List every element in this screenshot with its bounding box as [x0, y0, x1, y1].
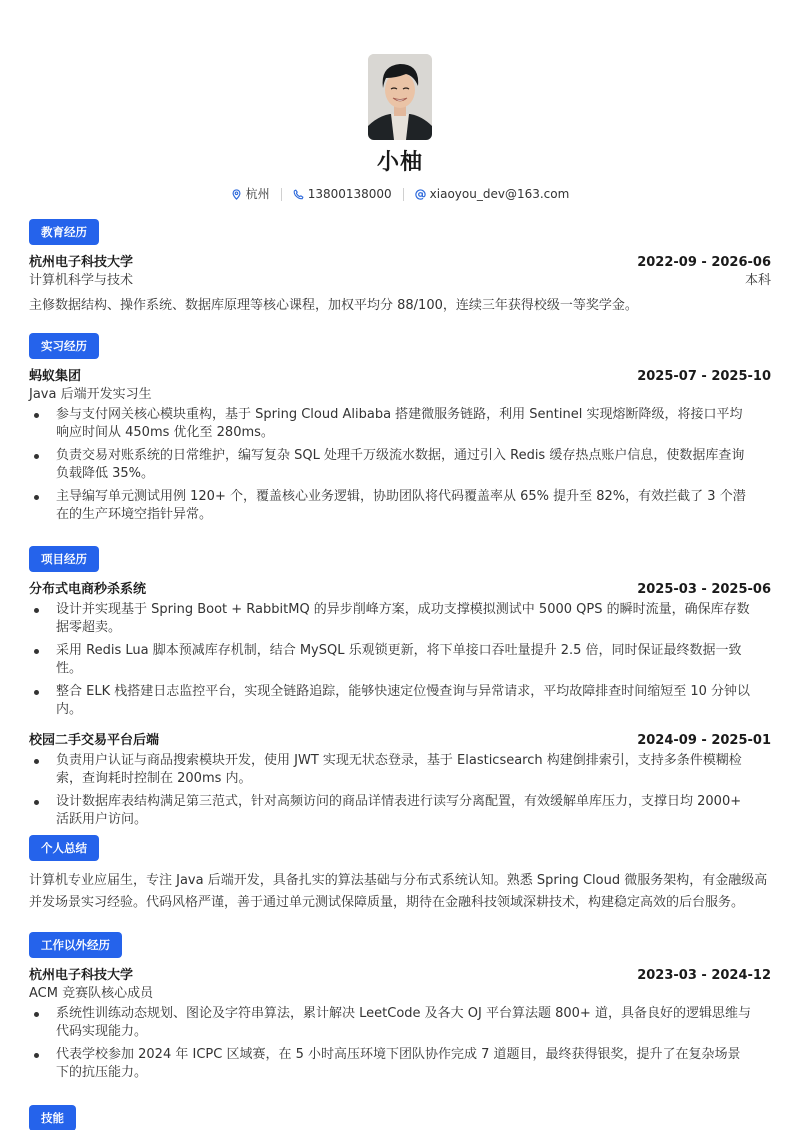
project-head [29, 581, 771, 599]
phone-text: 13800138000 [307, 187, 392, 201]
internship-bullets [29, 406, 771, 524]
summary-section [29, 835, 771, 914]
phone-icon [293, 189, 304, 200]
other-role [29, 985, 771, 1003]
degree: 本科 [744, 273, 771, 288]
section-title-other: 工作以外经历 [29, 932, 122, 958]
internship-head [29, 368, 771, 386]
resume-header [29, 0, 771, 202]
projects-section [29, 546, 771, 829]
role-title: Java 后端开发实习生 [29, 387, 152, 402]
education-dates: 2022-09 - 2026-06 [637, 255, 771, 270]
company-name: 蚂蚁集团 [29, 369, 82, 384]
section-title-summary: 个人总结 [29, 835, 99, 861]
at-sign-icon [415, 189, 426, 200]
section-title-projects: 项目经历 [29, 546, 99, 572]
email-text: xiaoyou_dev@163.com [429, 187, 570, 201]
project-dates: 2024-09 - 2025-01 [637, 733, 771, 748]
project-name: 校园二手交易平台后端 [29, 733, 160, 748]
candidate-name: 小柚 [376, 150, 423, 175]
contact-email[interactable] [415, 186, 570, 202]
list-item: 设计数据库表结构满足第三范式，针对高频访问的商品详情表进行读写分离配置，有效缓解单库压力，支撑日均 2000+ 活跃用户访问。 [29, 793, 771, 829]
education-section [29, 219, 771, 315]
org-name: 杭州电子科技大学 [29, 968, 134, 983]
skills-section [29, 1105, 771, 1130]
summary-text: 计算机专业应届生，专注 Java 后端开发，具备扎实的算法基础与分布式系统认知。熟悉 Spring Cloud 微服务架构，有金融级高并发场景实习经验。代码风格严谨，善于通过单元测试保障质量，期待在金融科技领域深耕技术，构建稳定高效的后台服务。 [29, 873, 768, 910]
education-head [29, 254, 771, 272]
list-item: 系统性训练动态规划、图论及字符串算法，累计解决 LeetCode 及各大 OJ 平台算法题 800+ 道，具备良好的逻辑思维与代码实现能力。 [29, 1005, 771, 1041]
role-title: ACM 竞赛队核心成员 [29, 986, 154, 1001]
contact-location [231, 186, 270, 202]
section-title-internship: 实习经历 [29, 333, 99, 359]
avatar [368, 54, 432, 140]
location-pin-icon [231, 189, 242, 200]
contact-row [29, 186, 771, 202]
list-item: 采用 Redis Lua 脚本预减库存机制，结合 MySQL 乐观锁更新，将下单接口吞吐量提升 2.5 倍，同时保证最终数据一致性。 [29, 642, 771, 678]
other-dates: 2023-03 - 2024-12 [637, 968, 771, 983]
project-bullets [29, 601, 771, 719]
education-description: 主修数据结构、操作系统、数据库原理等核心课程，加权平均分 88/100，连续三年获得校级一等奖学金。 [29, 298, 638, 313]
contact-phone[interactable] [293, 186, 392, 202]
other-experience-section [29, 932, 771, 1082]
location-text: 杭州 [245, 187, 270, 201]
list-item: 主导编写单元测试用例 120+ 个，覆盖核心业务逻辑，协助团队将代码覆盖率从 65% 提升至 82%，有效拦截了 3 个潜在的生产环境空指针异常。 [29, 488, 771, 524]
section-title-skills: 技能 [29, 1105, 76, 1130]
project-dates: 2025-03 - 2025-06 [637, 582, 771, 597]
internship-role [29, 386, 771, 404]
project-name: 分布式电商秒杀系统 [29, 582, 147, 597]
internship-section [29, 333, 771, 524]
project-head [29, 732, 771, 750]
school-name: 杭州电子科技大学 [29, 255, 134, 270]
list-item: 整合 ELK 栈搭建日志监控平台，实现全链路追踪，能够快速定位慢查询与异常请求，平均故障排查时间缩短至 10 分钟以内。 [29, 683, 771, 719]
project-bullets [29, 752, 771, 829]
other-bullets [29, 1005, 771, 1082]
contact-divider [403, 188, 404, 201]
section-title-education: 教育经历 [29, 219, 99, 245]
internship-dates: 2025-07 - 2025-10 [637, 369, 771, 384]
list-item: 设计并实现基于 Spring Boot + RabbitMQ 的异步削峰方案，成功支撑模拟测试中 5000 QPS 的瞬时流量，确保库存数据零超卖。 [29, 601, 771, 637]
contact-divider [281, 188, 282, 201]
major: 计算机科学与技术 [29, 273, 134, 288]
list-item: 代表学校参加 2024 年 ICPC 区域赛，在 5 小时高压环境下团队协作完成 7 道题目，最终获得银奖，提升了在复杂场景下的抗压能力。 [29, 1046, 771, 1082]
list-item: 负责用户认证与商品搜索模块开发，使用 JWT 实现无状态登录，基于 Elasticsearch 构建倒排索引，支持多条件模糊检索，查询耗时控制在 200ms 内。 [29, 752, 771, 788]
list-item: 参与支付网关核心模块重构，基于 Spring Cloud Alibaba 搭建微服务链路，利用 Sentinel 实现熔断降级，将接口平均响应时间从 450ms 优化至 280ms。 [29, 406, 771, 442]
education-sub [29, 272, 771, 290]
list-item: 负责交易对账系统的日常维护，编写复杂 SQL 处理千万级流水数据，通过引入 Redis 缓存热点账户信息，使数据库查询负载降低 35%。 [29, 447, 771, 483]
other-head [29, 967, 771, 985]
